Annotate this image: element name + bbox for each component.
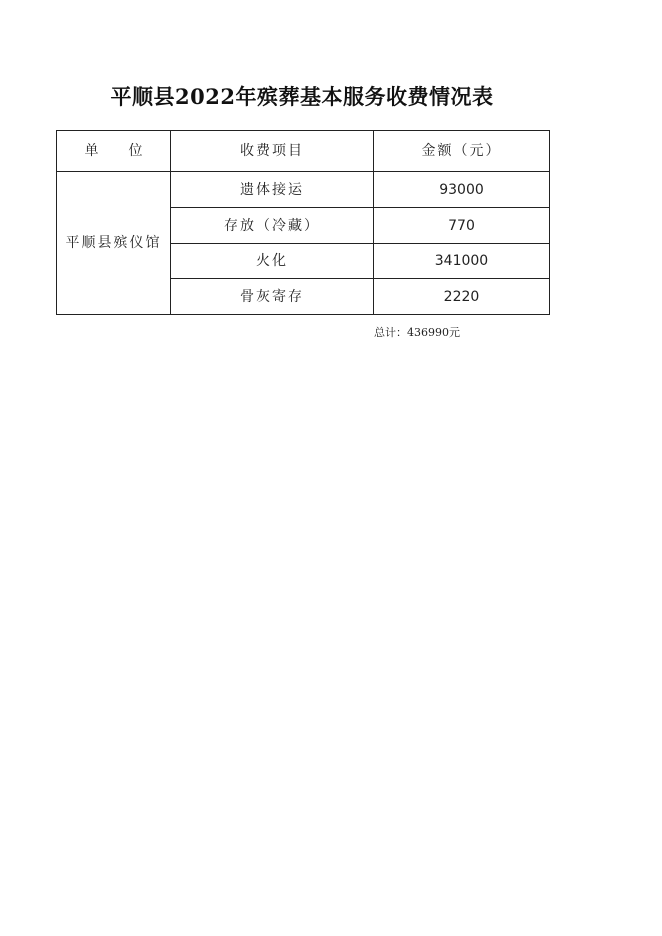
row-item: 遗体接运 [171, 172, 374, 208]
header-item: 收费项目 [171, 131, 374, 172]
header-unit-part1: 单 [84, 143, 99, 159]
fee-table [56, 130, 550, 315]
row-amount: 93000 [374, 172, 550, 208]
table-header-row [57, 131, 550, 172]
total-summary: 总计：436990元 [374, 326, 460, 339]
row-item: 骨灰寄存 [171, 279, 374, 315]
header-unit-part2: 位 [128, 143, 143, 159]
row-amount: 341000 [374, 244, 550, 279]
row-amount: 2220 [374, 279, 550, 315]
table-row [57, 172, 550, 208]
unit-name-cell: 平顺县殡仪馆 [57, 172, 171, 315]
row-item: 火化 [171, 244, 374, 279]
header-amount: 金额（元） [374, 131, 550, 172]
document-title: 平顺县2022年殡葬基本服务收费情况表 [110, 84, 494, 109]
header-unit [57, 131, 171, 172]
row-amount: 770 [374, 208, 550, 244]
row-item: 存放（冷藏） [171, 208, 374, 244]
